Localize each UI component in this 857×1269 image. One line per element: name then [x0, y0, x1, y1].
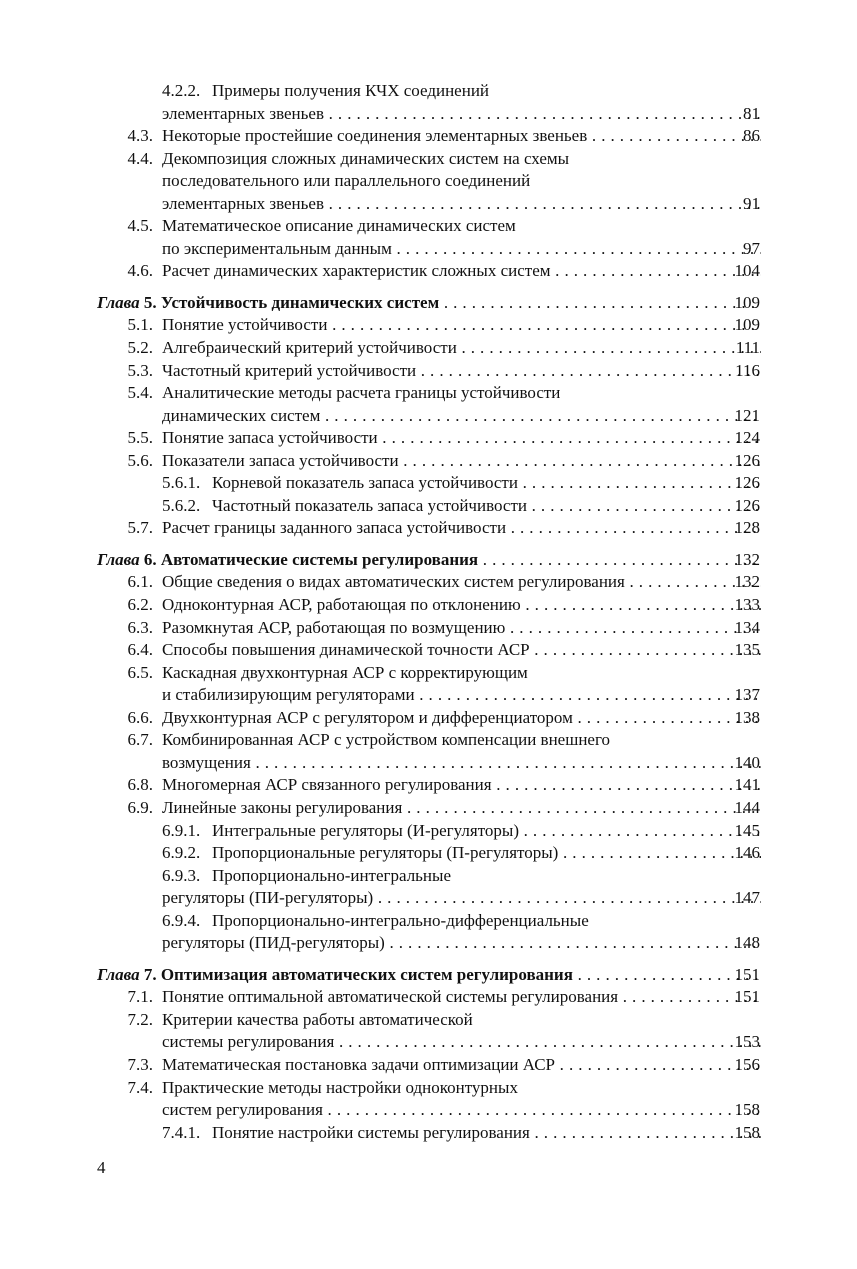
toc-page-number: 146	[734, 843, 760, 863]
toc-page-number: 151	[734, 964, 760, 984]
toc-section	[0, 684, 857, 707]
toc-section	[0, 752, 857, 775]
section-number: 5.2.	[127, 338, 153, 358]
section-title: Декомпозиция сложных динамических систем на схемы	[162, 148, 570, 168]
section-number: 6.9.1.	[162, 820, 201, 840]
toc-subsection	[0, 820, 857, 843]
toc-section	[0, 238, 857, 261]
section-title: Некоторые простейшие соединения элементарных звеньев . . .	[162, 125, 761, 148]
toc-section	[0, 360, 857, 383]
section-number: 4.3.	[127, 126, 153, 146]
section-title: Понятие устойчивости . . .	[162, 314, 761, 337]
section-title: Способы повышения динамической точности АСР . . .	[162, 639, 761, 662]
section-title: Практические методы настройки одноконтурных	[162, 1077, 518, 1097]
toc-subsection	[0, 842, 857, 865]
section-title: Понятие запаса устойчивости . . .	[162, 427, 761, 450]
section-number: 7.3.	[127, 1054, 153, 1074]
section-title: системы регулирования . . .	[162, 1031, 761, 1054]
toc-page-number: 151	[734, 987, 760, 1007]
chapter-gap	[0, 540, 857, 549]
section-number: 4.5.	[127, 216, 153, 236]
toc-section	[0, 662, 857, 685]
chapter-heading	[97, 292, 761, 315]
section-title: Линейные законы регулирования . . .	[162, 797, 761, 820]
section-title: Общие сведения о видах автоматических систем регулирования . . .	[162, 571, 761, 594]
toc-section	[0, 193, 857, 216]
section-title: Интегральные регуляторы (И-регуляторы) . . .	[212, 820, 761, 843]
toc-section	[0, 1009, 857, 1032]
section-number: 4.2.2.	[162, 81, 201, 100]
section-title: Расчет динамических характеристик сложных систем . . .	[162, 260, 761, 283]
toc-section	[0, 450, 857, 473]
section-number: 5.7.	[127, 518, 153, 538]
toc-page-number: 140	[734, 752, 760, 772]
toc-section	[0, 517, 857, 540]
toc-subsection	[0, 80, 857, 103]
toc-section	[0, 729, 857, 752]
section-title: Частотный показатель запаса устойчивости . . .	[212, 495, 761, 518]
section-title: систем регулирования . . .	[162, 1099, 761, 1122]
toc-page-number: 134	[734, 617, 760, 637]
toc-section	[0, 260, 857, 283]
section-number: 5.3.	[127, 360, 153, 380]
section-title: Аналитические методы расчета границы устойчивости	[162, 383, 561, 403]
section-title: Критерии качества работы автоматической	[162, 1009, 473, 1029]
section-number: 6.6.	[127, 707, 153, 727]
toc-section	[0, 382, 857, 405]
section-number: 6.5.	[127, 662, 153, 682]
section-title: регуляторы (ПИД-регуляторы) . . .	[162, 932, 761, 955]
section-title: Двухконтурная АСР с регулятором и дифференциатором . . .	[162, 707, 761, 730]
toc-page-number: 121	[734, 405, 760, 425]
chapter-gap	[0, 283, 857, 292]
chapter-number: 5.	[143, 292, 157, 312]
toc-page-number: 137	[734, 685, 760, 705]
section-title: Математическая постановка задачи оптимизации АСР . . .	[162, 1054, 761, 1077]
toc-page-number: 141	[734, 775, 760, 795]
section-number: 6.9.	[127, 797, 153, 817]
toc-subsection	[0, 495, 857, 518]
section-title: Показатели запаса устойчивости . . .	[162, 450, 761, 473]
section-title: Каскадная двухконтурная АСР с корректирующим	[162, 662, 528, 682]
toc-section	[0, 337, 857, 360]
section-number: 6.4.	[127, 640, 153, 660]
section-title: и стабилизирующим регуляторами . . .	[162, 684, 761, 707]
chapter-title: Устойчивость динамических систем	[160, 292, 440, 312]
toc-subsection	[0, 865, 857, 888]
section-title: Корневой показатель запаса устойчивости . . .	[212, 472, 761, 495]
toc-section	[0, 774, 857, 797]
toc-page-number: 111	[735, 338, 760, 358]
section-number: 7.4.1.	[162, 1122, 201, 1142]
page-number: 4	[97, 1158, 106, 1177]
section-title: Алгебраический критерий устойчивости . . .	[162, 337, 761, 360]
toc-section	[0, 1099, 857, 1122]
section-number: 6.2.	[127, 595, 153, 615]
toc-page-number: 81	[743, 103, 760, 123]
section-title: Понятие оптимальной автоматической системы регулирования . . .	[162, 986, 761, 1009]
toc-page-number: 91	[743, 193, 760, 213]
toc-page-number: 132	[734, 549, 760, 569]
section-number: 6.9.4.	[162, 910, 201, 930]
toc-subsection	[0, 1122, 857, 1145]
toc-subsection	[0, 910, 857, 933]
toc-page-number: 109	[734, 315, 760, 335]
section-title: по экспериментальным данным . . .	[162, 238, 761, 261]
section-title: Понятие настройки системы регулирования . . .	[212, 1122, 761, 1145]
toc-page-number: 126	[734, 473, 760, 493]
section-title: элементарных звеньев . . .	[162, 103, 761, 126]
section-title: Пропорционально-интегральные	[212, 865, 451, 885]
toc-page-number: 147	[734, 888, 760, 908]
chapter-number: 6.	[143, 549, 157, 569]
section-number: 6.8.	[127, 775, 153, 795]
toc-section	[0, 427, 857, 450]
section-number: 7.2.	[127, 1009, 153, 1029]
toc-section	[0, 215, 857, 238]
section-title: Многомерная АСР связанного регулирования . . .	[162, 774, 761, 797]
toc-chapter	[0, 549, 857, 572]
section-title: Расчет границы заданного запаса устойчивости . . .	[162, 517, 761, 540]
section-number: 5.1.	[127, 315, 153, 335]
section-title: элементарных звеньев . . .	[162, 193, 761, 216]
section-number: 6.9.3.	[162, 865, 201, 885]
section-number: 4.4.	[127, 148, 153, 168]
toc-section	[0, 148, 857, 171]
toc-chapter	[0, 964, 857, 987]
toc-subsection	[0, 472, 857, 495]
chapter-title: Автоматические системы регулирования	[160, 549, 479, 569]
toc-page-number: 124	[734, 428, 760, 448]
toc-section	[0, 1031, 857, 1054]
chapter-word: Глава	[97, 964, 140, 984]
toc-section	[0, 314, 857, 337]
chapter-heading	[97, 964, 761, 987]
section-number: 5.6.1.	[162, 473, 201, 493]
toc-section	[0, 707, 857, 730]
toc-section	[0, 170, 857, 193]
toc-page-number: 135	[734, 640, 760, 660]
toc-page-number: 126	[734, 450, 760, 470]
toc-section	[0, 797, 857, 820]
toc-section	[0, 617, 857, 640]
toc-page-number: 158	[734, 1122, 760, 1142]
chapter-gap	[0, 955, 857, 964]
chapter-heading	[97, 549, 761, 572]
section-title: регуляторы (ПИ-регуляторы) . . .	[162, 887, 761, 910]
toc-page-number: 153	[734, 1032, 760, 1052]
toc-section	[0, 1054, 857, 1077]
toc-subsection	[0, 932, 857, 955]
toc-page-number: 145	[734, 820, 760, 840]
toc-page-number: 104	[734, 261, 760, 281]
toc-page-number: 144	[734, 797, 760, 817]
toc-page-number: 156	[734, 1054, 760, 1074]
toc-page-number: 97	[743, 238, 760, 258]
toc-page-number: 126	[734, 495, 760, 515]
section-number: 7.4.	[127, 1077, 153, 1097]
toc-section	[0, 571, 857, 594]
section-title: Комбинированная АСР с устройством компенсации внешнего	[162, 730, 611, 750]
toc-section	[0, 405, 857, 428]
toc-subsection	[0, 887, 857, 910]
toc-page-number: 158	[734, 1100, 760, 1120]
chapter-word: Глава	[97, 549, 140, 569]
section-title: Пропорциональные регуляторы (П-регуляторы) . . .	[212, 842, 761, 865]
section-title: Частотный критерий устойчивости . . .	[162, 360, 761, 383]
section-number: 6.3.	[127, 617, 153, 637]
section-title: Разомкнутая АСР, работающая по возмущению . . .	[162, 617, 761, 640]
toc-section	[0, 986, 857, 1009]
section-number: 5.5.	[127, 428, 153, 448]
table-of-contents	[0, 80, 857, 1144]
toc-section	[0, 1077, 857, 1100]
toc-page-number: 128	[734, 518, 760, 538]
section-number: 5.6.2.	[162, 495, 201, 515]
toc-page-number: 133	[734, 595, 760, 615]
chapter-number: 7.	[143, 964, 157, 984]
section-title: возмущения . . .	[162, 752, 761, 775]
chapter-word: Глава	[97, 292, 140, 312]
toc-section	[0, 639, 857, 662]
toc-page-number: 116	[735, 360, 760, 380]
toc-page-number: 86	[743, 126, 760, 146]
section-title: последовательного или параллельного соединений	[162, 171, 531, 191]
toc-page-number: 148	[734, 933, 760, 953]
section-title: Пропорционально-интегрально-дифференциальные	[212, 910, 589, 930]
chapter-title: Оптимизация автоматических систем регулирования	[160, 964, 573, 984]
section-number: 6.7.	[127, 730, 153, 750]
toc-section	[0, 594, 857, 617]
section-title: Одноконтурная АСР, работающая по отклонению . . .	[162, 594, 761, 617]
toc-chapter	[0, 292, 857, 315]
section-number: 5.4.	[127, 383, 153, 403]
section-number: 6.1.	[127, 572, 153, 592]
section-title: Математическое описание динамических систем	[162, 216, 516, 236]
toc-page-number: 138	[734, 707, 760, 727]
section-title: Примеры получения КЧХ соединений	[212, 81, 490, 100]
section-number: 5.6.	[127, 450, 153, 470]
section-title: динамических систем . . .	[162, 405, 761, 428]
section-number: 6.9.2.	[162, 843, 201, 863]
toc-subsection	[0, 103, 857, 126]
toc-section	[0, 125, 857, 148]
section-number: 7.1.	[127, 987, 153, 1007]
toc-page-number: 132	[734, 572, 760, 592]
toc-page-number: 109	[734, 292, 760, 312]
section-number: 4.6.	[127, 261, 153, 281]
